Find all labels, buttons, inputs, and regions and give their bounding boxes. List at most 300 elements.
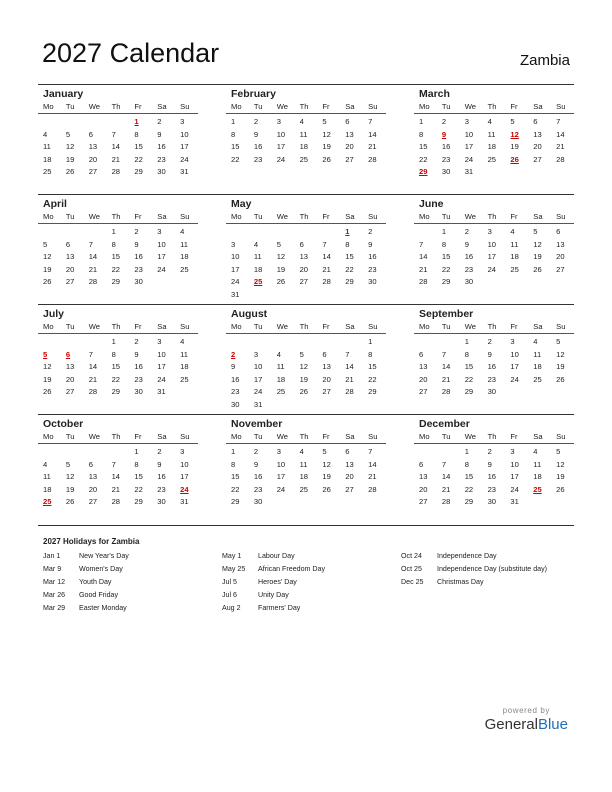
- day: 29: [231, 497, 240, 506]
- day: 17: [276, 472, 286, 481]
- day: 8: [111, 239, 116, 249]
- day: 7: [441, 349, 447, 359]
- empty-cell: [249, 336, 272, 349]
- day: 1: [134, 447, 139, 456]
- day: 13: [65, 362, 75, 371]
- empty-cell: [414, 336, 437, 349]
- empty-cell: [84, 446, 107, 459]
- weekday-label: Fr: [322, 432, 330, 441]
- weekday-label: Fr: [510, 102, 518, 111]
- day: 24: [180, 154, 189, 164]
- day-grid: [226, 444, 386, 509]
- weekday-label: Su: [180, 102, 190, 111]
- weekday-header: [226, 321, 386, 334]
- day: 30: [487, 387, 497, 396]
- day: 16: [231, 374, 240, 384]
- day: 2: [487, 337, 492, 346]
- weekday-label: We: [464, 212, 476, 221]
- day: 11: [276, 362, 285, 371]
- day: 4: [510, 227, 515, 236]
- day: 28: [111, 167, 121, 176]
- weekday-label: Th: [487, 322, 497, 331]
- day: 1: [419, 117, 424, 126]
- day: 17: [464, 142, 474, 151]
- day: 20: [556, 252, 565, 261]
- weekday-header: [226, 101, 386, 114]
- weekday-label: We: [88, 432, 100, 441]
- weekday-label: We: [88, 212, 100, 221]
- day: 3: [276, 117, 281, 126]
- day-grid: [226, 114, 386, 166]
- day: 11: [180, 349, 189, 359]
- day: 23: [134, 264, 143, 274]
- day: 19: [556, 472, 565, 481]
- holiday-list-column: [401, 552, 547, 591]
- day: 28: [345, 387, 354, 396]
- day: 6: [322, 349, 327, 359]
- weekday-header: [226, 211, 386, 224]
- day: 7: [441, 459, 447, 469]
- brand-name-part1: General: [484, 716, 538, 733]
- weekday-label: Sa: [157, 212, 167, 221]
- day: 19: [556, 362, 565, 371]
- day: 17: [276, 142, 286, 151]
- day: 2: [253, 447, 259, 456]
- day-grid: [38, 444, 198, 509]
- day: 4: [180, 337, 185, 346]
- day: 9: [157, 129, 162, 139]
- month-october: [38, 415, 198, 525]
- day: 22: [464, 374, 474, 384]
- weekday-label: Su: [180, 212, 190, 221]
- weekday-header: [414, 431, 574, 444]
- holiday-day: 25: [253, 277, 263, 286]
- month-name: April: [43, 198, 67, 210]
- weekday-label: Tu: [253, 102, 263, 111]
- day: 3: [180, 447, 185, 456]
- day: 15: [464, 362, 474, 371]
- weekday-label: Th: [487, 212, 497, 221]
- weekday-label: Th: [487, 432, 497, 441]
- weekday-label: Sa: [157, 102, 167, 111]
- weekday-label: Fr: [134, 102, 142, 111]
- day: 17: [157, 362, 166, 371]
- day: 26: [533, 264, 542, 274]
- day: 15: [345, 252, 354, 261]
- holiday-day: 9: [441, 129, 447, 139]
- day: 31: [180, 167, 189, 176]
- day-grid: [226, 334, 386, 411]
- month-july: [38, 305, 198, 414]
- day: 14: [556, 129, 565, 139]
- weekday-label: Th: [111, 322, 121, 331]
- day: 7: [88, 349, 93, 359]
- day: 10: [487, 239, 497, 249]
- holiday-name: Independence Day: [437, 552, 497, 560]
- day: 26: [556, 374, 565, 384]
- day: 6: [419, 349, 424, 359]
- day: 15: [464, 472, 474, 481]
- day: 19: [533, 252, 542, 261]
- holiday-item: [43, 591, 129, 604]
- weekday-label: Tu: [65, 102, 75, 111]
- day: 14: [88, 252, 98, 261]
- holiday-name: Christmas Day: [437, 578, 484, 586]
- day: 11: [487, 129, 496, 139]
- day: 6: [419, 459, 424, 469]
- day: 16: [157, 142, 166, 151]
- day: 25: [180, 374, 189, 384]
- calendar-grid: [38, 84, 574, 526]
- day: 22: [441, 264, 451, 274]
- day: 30: [368, 277, 377, 286]
- weekday-label: We: [276, 322, 288, 331]
- day: 28: [111, 497, 121, 506]
- empty-cell: [38, 226, 61, 239]
- day: 5: [322, 447, 327, 456]
- day: 9: [231, 362, 236, 371]
- day: 13: [65, 252, 75, 261]
- day: 26: [276, 277, 286, 286]
- holiday-day: 1: [345, 227, 350, 236]
- day: 24: [253, 387, 263, 396]
- empty-cell: [61, 116, 84, 129]
- day: 5: [556, 447, 561, 456]
- weekday-label: Tu: [65, 432, 75, 441]
- day: 21: [419, 264, 428, 274]
- weekday-label: Su: [368, 322, 378, 331]
- weekday-label: Th: [299, 322, 309, 331]
- day: 17: [157, 252, 166, 261]
- day: 19: [65, 154, 75, 164]
- day: 7: [111, 459, 116, 469]
- empty-cell: [272, 336, 295, 349]
- day: 14: [88, 362, 98, 371]
- day: 28: [441, 387, 451, 396]
- weekday-label: Sa: [533, 212, 543, 221]
- day: 12: [65, 142, 75, 151]
- weekday-header: [38, 211, 198, 224]
- day: 29: [134, 167, 143, 176]
- day: 8: [231, 129, 236, 139]
- empty-cell: [317, 226, 340, 239]
- day: 10: [276, 129, 286, 139]
- day: 21: [556, 142, 565, 151]
- month-june: [414, 195, 574, 304]
- day: 8: [231, 459, 236, 469]
- day: 27: [65, 387, 75, 396]
- empty-cell: [340, 336, 363, 349]
- holiday-name: Youth Day: [79, 578, 112, 586]
- day: 13: [556, 239, 565, 249]
- day: 9: [253, 129, 259, 139]
- day: 23: [441, 154, 451, 164]
- weekday-label: Sa: [345, 212, 355, 221]
- day: 24: [157, 264, 166, 274]
- day: 27: [419, 497, 428, 506]
- day: 12: [533, 239, 542, 249]
- holiday-date: Jul 5: [222, 578, 237, 586]
- day: 22: [345, 264, 354, 274]
- holiday-item: [222, 578, 325, 591]
- holiday-name: Women's Day: [79, 565, 123, 573]
- day: 29: [134, 497, 143, 506]
- weekday-label: Th: [111, 102, 121, 111]
- empty-cell: [61, 336, 84, 349]
- day: 9: [487, 349, 492, 359]
- day: 29: [111, 277, 121, 286]
- holiday-date: Mar 29: [43, 604, 66, 612]
- month-december: [414, 415, 574, 525]
- day: 19: [43, 374, 52, 384]
- weekday-label: Fr: [510, 432, 518, 441]
- day: 11: [180, 239, 189, 249]
- holiday-day: 29: [419, 167, 428, 176]
- day: 9: [134, 239, 139, 249]
- day: 21: [441, 484, 451, 494]
- country-label: Zambia: [519, 52, 570, 69]
- day: 24: [510, 484, 519, 494]
- day: 29: [368, 387, 377, 396]
- month-name: October: [43, 418, 84, 430]
- day: 2: [464, 227, 469, 236]
- day: 8: [368, 349, 373, 359]
- day: 16: [253, 142, 263, 151]
- month-name: December: [419, 418, 470, 430]
- weekday-label: Fr: [510, 212, 518, 221]
- day: 3: [157, 227, 162, 236]
- day: 27: [65, 277, 75, 286]
- day: 27: [299, 277, 309, 286]
- day: 24: [276, 484, 286, 494]
- day: 21: [88, 264, 98, 274]
- day: 15: [231, 472, 240, 481]
- day: 16: [441, 142, 451, 151]
- day: 9: [487, 459, 492, 469]
- holiday-date: Dec 25: [401, 578, 424, 586]
- day: 12: [43, 362, 52, 371]
- day: 30: [157, 167, 166, 176]
- day: 22: [111, 264, 121, 274]
- day: 15: [134, 472, 143, 481]
- day: 8: [464, 459, 469, 469]
- day: 18: [43, 154, 52, 164]
- weekday-label: Fr: [510, 322, 518, 331]
- weekday-label: Tu: [441, 432, 451, 441]
- day: 2: [134, 227, 139, 236]
- day: 30: [253, 497, 263, 506]
- holiday-date: May 25: [222, 565, 246, 573]
- day: 29: [345, 277, 354, 286]
- day: 19: [322, 472, 331, 481]
- holiday-date: Jul 6: [222, 591, 237, 599]
- day: 10: [157, 239, 166, 249]
- weekday-label: Th: [299, 432, 309, 441]
- day: 3: [157, 337, 162, 346]
- holiday-date: Mar 9: [43, 565, 62, 573]
- day: 6: [88, 129, 93, 139]
- empty-cell: [107, 446, 130, 459]
- day: 20: [419, 374, 428, 384]
- day: 7: [419, 239, 424, 249]
- weekday-label: Mo: [43, 212, 54, 221]
- holiday-day: 5: [43, 349, 48, 359]
- day: 12: [322, 129, 331, 139]
- day-grid: [414, 444, 574, 509]
- holiday-item: [222, 565, 325, 578]
- day: 10: [180, 129, 189, 139]
- day: 29: [464, 387, 474, 396]
- day: 6: [533, 117, 538, 126]
- day: 15: [134, 142, 143, 151]
- day: 25: [533, 374, 542, 384]
- month-name: January: [43, 88, 84, 100]
- day: 30: [134, 277, 143, 286]
- day: 26: [322, 154, 331, 164]
- day: 31: [510, 497, 519, 506]
- holiday-day: 1: [134, 117, 139, 126]
- day: 23: [464, 264, 474, 274]
- day: 13: [345, 459, 354, 469]
- day: 21: [368, 472, 377, 481]
- day: 20: [299, 264, 309, 274]
- day-grid: [226, 224, 386, 301]
- day: 27: [533, 154, 542, 164]
- weekday-label: Su: [556, 432, 566, 441]
- day: 6: [345, 447, 350, 456]
- weekday-label: We: [88, 322, 100, 331]
- weekday-label: Fr: [322, 322, 330, 331]
- day: 6: [345, 117, 350, 126]
- month-name: July: [43, 308, 65, 320]
- weekday-label: We: [464, 322, 476, 331]
- day: 7: [368, 447, 373, 456]
- day: 15: [419, 142, 428, 151]
- holiday-name: Easter Monday: [79, 604, 127, 612]
- day: 20: [533, 142, 542, 151]
- holiday-item: [222, 552, 325, 565]
- empty-cell: [249, 226, 272, 239]
- holiday-date: Mar 26: [43, 591, 66, 599]
- day: 1: [111, 227, 116, 236]
- day: 22: [134, 484, 143, 494]
- day: 4: [299, 447, 304, 456]
- weekday-header: [414, 321, 574, 334]
- day: 5: [299, 349, 304, 359]
- holiday-date: Jan 1: [43, 552, 61, 560]
- day: 20: [345, 472, 354, 481]
- weekday-label: Fr: [134, 212, 142, 221]
- day: 24: [276, 154, 286, 164]
- weekday-header: [38, 101, 198, 114]
- day: 4: [253, 239, 259, 249]
- weekday-label: Mo: [231, 322, 242, 331]
- day-grid: [38, 334, 198, 399]
- day: 29: [441, 277, 451, 286]
- day: 25: [180, 264, 189, 274]
- day: 27: [419, 387, 428, 396]
- day: 7: [111, 129, 116, 139]
- weekday-label: Su: [180, 322, 190, 331]
- day: 11: [533, 459, 542, 469]
- holiday-name: Good Friday: [79, 591, 119, 599]
- day: 10: [231, 252, 240, 261]
- day: 23: [157, 154, 166, 164]
- day: 5: [322, 117, 327, 126]
- day: 4: [43, 459, 48, 469]
- weekday-header: [414, 101, 574, 114]
- weekday-label: Sa: [533, 102, 543, 111]
- holiday-day: 2: [231, 349, 236, 359]
- empty-cell: [38, 116, 61, 129]
- weekday-label: Th: [487, 102, 497, 111]
- day: 18: [180, 362, 189, 371]
- holiday-day: 12: [510, 129, 519, 139]
- day: 27: [322, 387, 331, 396]
- day: 1: [368, 337, 373, 346]
- day: 5: [556, 337, 561, 346]
- holiday-item: [43, 604, 129, 617]
- day: 11: [299, 459, 308, 469]
- weekday-label: Mo: [419, 102, 430, 111]
- holiday-day: 26: [510, 154, 519, 164]
- empty-cell: [295, 226, 318, 239]
- day: 21: [111, 484, 121, 494]
- day-grid: [38, 114, 198, 179]
- day: 8: [345, 239, 350, 249]
- day: 4: [533, 337, 538, 346]
- day: 23: [368, 264, 377, 274]
- weekday-label: Sa: [533, 322, 543, 331]
- day: 16: [487, 362, 497, 371]
- day: 24: [157, 374, 166, 384]
- day: 13: [419, 362, 428, 371]
- day: 14: [345, 362, 354, 371]
- day: 25: [43, 167, 52, 176]
- weekday-label: Tu: [253, 212, 263, 221]
- brand-logo: [485, 706, 568, 733]
- day: 20: [88, 484, 98, 494]
- weekday-label: Mo: [43, 432, 54, 441]
- day: 3: [510, 337, 515, 346]
- day: 26: [556, 484, 565, 494]
- day: 28: [322, 277, 331, 286]
- day: 14: [111, 142, 121, 151]
- weekday-label: Fr: [134, 432, 142, 441]
- day: 29: [111, 387, 121, 396]
- day: 7: [322, 239, 327, 249]
- day: 14: [368, 129, 377, 139]
- day: 31: [464, 167, 474, 176]
- calendar-row: [38, 304, 574, 414]
- day: 6: [556, 227, 561, 236]
- month-name: February: [231, 88, 276, 100]
- holiday-item: [222, 591, 325, 604]
- weekday-label: We: [276, 432, 288, 441]
- day: 24: [487, 264, 497, 274]
- day: 7: [88, 239, 93, 249]
- day: 12: [556, 459, 565, 469]
- day: 13: [88, 472, 98, 481]
- day: 18: [487, 142, 497, 151]
- empty-cell: [226, 226, 249, 239]
- day: 14: [111, 472, 121, 481]
- day: 10: [276, 459, 286, 469]
- weekday-label: We: [464, 102, 476, 111]
- empty-cell: [414, 446, 437, 459]
- page-title: 2027 Calendar: [42, 38, 220, 68]
- empty-cell: [84, 336, 107, 349]
